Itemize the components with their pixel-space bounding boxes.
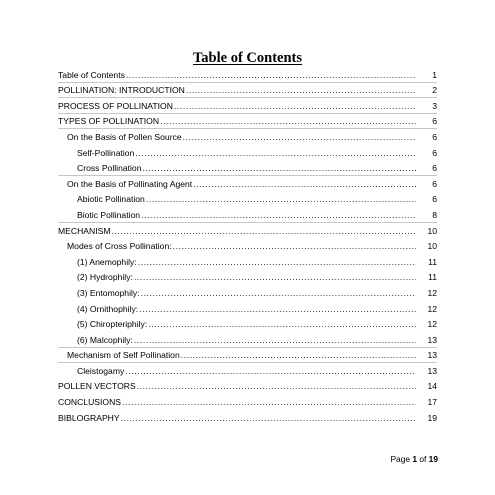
toc-entry[interactable] — [0, 204, 495, 220]
toc-entry-page-number: 14 — [427, 381, 437, 392]
toc-entry-label: On the Basis of Pollen Source — [67, 131, 182, 142]
toc-entry[interactable] — [0, 158, 495, 174]
toc-entry[interactable] — [0, 345, 495, 361]
toc-dot-leader — [173, 241, 416, 251]
toc-entry[interactable] — [0, 360, 495, 376]
toc-entry-page-number: 10 — [427, 225, 437, 236]
toc-entry[interactable] — [0, 142, 495, 158]
toc-entry-label: Biotic Pollination — [77, 209, 141, 220]
toc-entry-label: MECHANISM — [58, 225, 111, 236]
toc-entry-page-number: 12 — [427, 287, 437, 298]
toc-entry-label: On the Basis of Pollinating Agent — [67, 178, 193, 189]
toc-entry-page-number: 1 — [432, 69, 437, 80]
toc-entry[interactable] — [0, 314, 495, 330]
toc-entry-label: Table of Contents — [58, 69, 125, 80]
toc-entry-page-number: 11 — [428, 256, 437, 267]
toc-entry-label: (5) Chiropteriphily: — [77, 319, 148, 330]
toc-entry[interactable] — [0, 267, 495, 283]
toc-entry[interactable] — [0, 376, 495, 392]
toc-entry-label: Abiotic Pollination — [77, 194, 145, 205]
toc-entry-label: Modes of Cross Pollination: — [67, 241, 172, 252]
toc-entry[interactable] — [0, 236, 495, 252]
toc-dot-leader — [138, 257, 416, 267]
toc-entry-label: (1) Anemophily: — [77, 256, 137, 267]
toc-entry-page-number: 19 — [427, 412, 437, 423]
footer-current-page: 1 — [412, 454, 418, 464]
toc-entry-page-number: 6 — [432, 131, 437, 142]
footer-of-word: of — [419, 454, 427, 464]
toc-dot-leader — [141, 210, 416, 220]
toc-entry-page-number: 13 — [427, 350, 437, 361]
toc-entry-label: POLLEN VECTORS — [58, 381, 136, 392]
toc-entry-label: (6) Malcophily: — [77, 334, 133, 345]
toc-entry-page-number: 17 — [427, 397, 437, 408]
toc-entry-page-number: 11 — [428, 272, 437, 283]
toc-entry-page-number: 6 — [432, 116, 437, 127]
toc-entry-page-number: 8 — [432, 209, 437, 220]
toc-dot-leader — [139, 304, 416, 314]
toc-dot-leader — [160, 116, 416, 126]
toc-entry-label: TYPES OF POLLINATION — [58, 116, 160, 127]
toc-entry[interactable] — [0, 189, 495, 205]
toc-entry-label: POLLINATION: INTRODUCTION — [58, 85, 185, 96]
toc-entry-label: (2) Hydrophily: — [77, 272, 133, 283]
toc-dot-leader — [126, 70, 416, 80]
toc-entry-label: PROCESS OF POLLINATION — [58, 100, 173, 111]
toc-dot-leader — [134, 335, 416, 345]
toc-entry-page-number: 10 — [427, 241, 437, 252]
toc-dot-leader — [174, 101, 416, 111]
toc-entry[interactable] — [0, 173, 495, 189]
toc-dot-leader — [135, 148, 416, 158]
footer-page-word: Page — [390, 454, 411, 464]
toc-entry[interactable] — [0, 95, 495, 111]
toc-dot-leader — [112, 226, 416, 236]
toc-entry[interactable] — [0, 298, 495, 314]
toc-entry-page-number: 6 — [432, 194, 437, 205]
toc-dot-leader — [121, 413, 416, 423]
toc-entry-page-number: 12 — [427, 319, 437, 330]
toc-entry[interactable] — [0, 329, 495, 345]
toc-entry-page-number: 13 — [427, 365, 437, 376]
toc-entry[interactable] — [0, 126, 495, 142]
footer-total-pages: 19 — [428, 454, 438, 464]
toc-entry-page-number: 6 — [432, 178, 437, 189]
toc-dot-leader — [148, 319, 416, 329]
toc-entry[interactable] — [0, 80, 495, 96]
toc-dot-leader — [186, 85, 416, 95]
toc-entry[interactable] — [0, 220, 495, 236]
toc-dot-leader — [134, 272, 416, 282]
toc-dot-leader — [141, 288, 416, 298]
toc-entry-label: BIBLOGRAPHY — [58, 412, 120, 423]
toc-dot-leader — [146, 194, 416, 204]
toc-entry-page-number: 3 — [432, 100, 437, 111]
toc-entry-label: (4) Ornithophily: — [77, 303, 139, 314]
page-footer — [390, 454, 438, 464]
toc-entry-page-number: 12 — [427, 303, 437, 314]
toc-title: Table of Contents — [192, 50, 303, 66]
toc-dot-leader — [122, 397, 416, 407]
toc-entry-page-number: 6 — [432, 163, 437, 174]
toc-entry-page-number: 6 — [432, 147, 437, 158]
toc-dot-leader — [181, 350, 416, 360]
toc-entry-label: (3) Entomophily: — [77, 287, 140, 298]
toc-entry-label: Self-Pollination — [77, 147, 135, 158]
toc-entry-label: CONCLUSIONS — [58, 397, 122, 408]
toc-dot-leader — [183, 132, 416, 142]
toc-entry[interactable] — [0, 391, 495, 407]
toc-dot-leader — [142, 163, 416, 173]
toc-dot-leader — [193, 179, 416, 189]
toc-dot-leader — [125, 366, 416, 376]
toc-entry[interactable] — [0, 64, 495, 80]
toc-entry-page-number: 13 — [427, 334, 437, 345]
toc-entry-label: Cross Pollination — [77, 163, 142, 174]
toc-entry-label: Cleistogamy — [77, 365, 125, 376]
toc-list — [0, 64, 495, 423]
toc-entry[interactable] — [0, 251, 495, 267]
toc-entry[interactable] — [0, 407, 495, 423]
toc-entry[interactable] — [0, 111, 495, 127]
toc-entry-label: Mechanism of Self Pollination — [67, 350, 180, 361]
toc-dot-leader — [137, 381, 416, 391]
toc-entry[interactable] — [0, 282, 495, 298]
toc-entry-page-number: 2 — [432, 85, 437, 96]
